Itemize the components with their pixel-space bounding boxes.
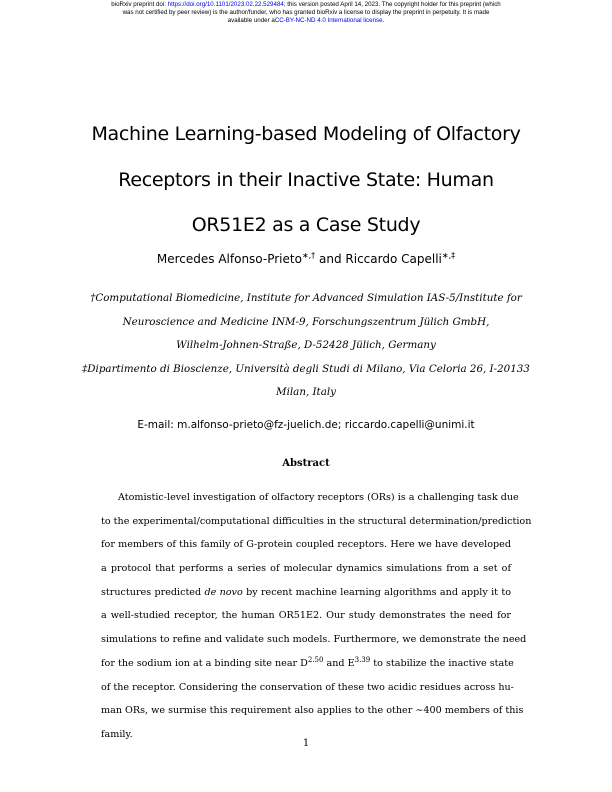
preprint-header: [0, 1, 612, 25]
abstract-line: family.: [101, 728, 133, 740]
title-line-3: OR51E2 as a Case Study: [191, 214, 421, 236]
author-marks: ∗,†: [301, 251, 316, 260]
header-line-1: bioRxiv preprint doi: https://doi.org/10.1101/2023.02.22.529484; this version posted April 14, 2023. The copyright holder for this preprint (which: [111, 1, 501, 8]
affiliations: [40, 287, 572, 405]
abstract-body: [101, 486, 532, 747]
header-line-2: was not certified by peer review) is the author/funder, who has granted bioRxiv a license to display the preprint in perpetuity. It is made: [122, 9, 490, 16]
residue-superscript: 2.50: [307, 655, 324, 664]
author-name: Riccardo Capelli: [345, 252, 442, 266]
author-marks: ∗,‡: [441, 251, 456, 260]
affiliation-line: Wilhelm-Johnen-Straße, D-52428 Jülich, Germany: [176, 339, 436, 352]
abstract-line: a well-studied receptor, the human OR51E2. Our study demonstrates the need for: [101, 610, 511, 622]
title-line-1: Machine Learning-based Modeling of Olfactory: [91, 123, 521, 145]
abstract-line: for members of this family of G-protein coupled receptors. Here we have developed: [101, 539, 511, 551]
author-name: Mercedes Alfonso-Prieto: [156, 252, 302, 266]
contact-email: E-mail: m.alfonso-prieto@fz-juelich.de; riccardo.capelli@unimi.it: [137, 419, 475, 431]
title-line-2: Receptors in their Inactive State: Human: [118, 168, 494, 191]
abstract-line: to the experimental/computational difficulties in the structural determination/prediction: [101, 515, 532, 527]
abstract-line: Atomistic-level investigation of olfactory receptors (ORs) is a challenging task due: [118, 492, 519, 503]
page-number: 1: [302, 738, 310, 749]
license-link[interactable]: CC-BY-NC-ND 4.0 International license: [274, 17, 383, 24]
header-line-3: available under aCC-BY-NC-ND 4.0 International license.: [227, 17, 385, 24]
residue-superscript: 3.39: [354, 655, 371, 664]
abstract-line: for the sodium ion at a binding site near $D^{2.50}$ and $E^{3.39}$ to stabilize the inactive state: [101, 655, 514, 669]
abstract-heading: Abstract: [282, 458, 330, 469]
abstract-line: of the receptor. Considering the conservation of these two acidic residues across hu-: [101, 681, 514, 693]
abstract-line: structures predicted de novo by recent machine learning algorithms and apply it to: [101, 586, 511, 598]
author-list: [40, 250, 572, 268]
author-conjunction: and: [315, 252, 346, 266]
affiliation-line: Milan, Italy: [276, 386, 336, 399]
abstract-line: simulations to refine and validate such models. Furthermore, we demonstrate the need: [101, 634, 527, 646]
affiliation-line: †Computational Biomedicine, Institute for Advanced Simulation IAS-5/Institute for: [90, 292, 522, 304]
abstract-line: man ORs, we surmise this requirement also applies to the other ∼400 members of this: [101, 705, 524, 717]
affiliation-line: ‡Dipartimento di Bioscienze, Università degli Studi di Milano, Via Celoria 26, I-20133: [82, 362, 530, 375]
doi-link[interactable]: https://doi.org/10.1101/2023.02.22.529484: [167, 1, 284, 8]
abstract-line: a protocol that performs a series of molecular dynamics simulations from a set of: [101, 563, 511, 575]
affiliation-line: Neuroscience and Medicine INM-9, Forschungszentrum Jülich GmbH,: [122, 315, 490, 328]
italic-term: de novo: [204, 586, 243, 598]
paper-title: [40, 112, 572, 249]
